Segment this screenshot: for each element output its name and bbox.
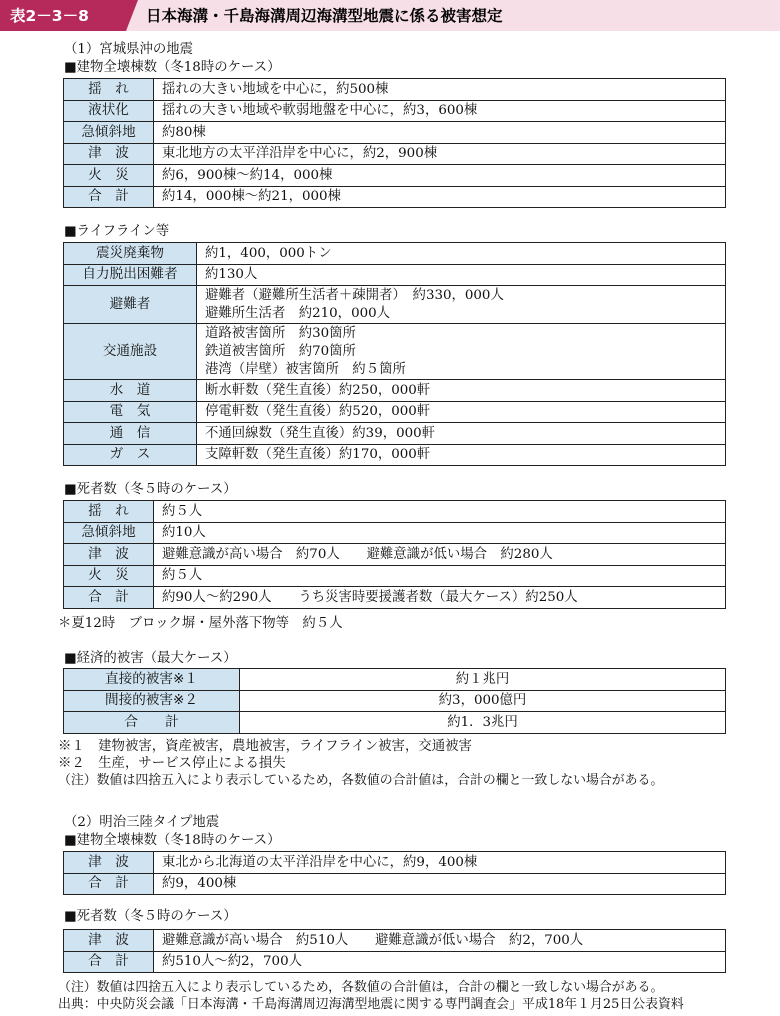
table-row	[64, 143, 726, 165]
row-label: 合 計	[64, 873, 154, 895]
row-value: 断水軒数（発生直後）約250，000軒	[197, 380, 726, 402]
table-row	[64, 324, 726, 380]
table-row	[64, 165, 726, 187]
s1-rounding-note: （注）数値は四捨五入により表示しているため，各数値の合計値は，合計の欄と一致しない場合がある。	[58, 773, 664, 788]
row-label: 震災廃棄物	[64, 243, 197, 265]
row-label: 合 計	[64, 587, 154, 609]
value-line: 港湾（岸壁）被害箇所 約５箇所	[205, 361, 406, 377]
table-row	[64, 444, 726, 466]
row-label: 火 災	[64, 565, 154, 587]
row-value: 約80棟	[154, 122, 726, 144]
table-row	[64, 286, 726, 324]
value-line: 避難所生活者 約210，000人	[205, 305, 391, 321]
page-title: 日本海溝・千島海溝周辺海溝型地震に係る被害想定	[146, 7, 503, 25]
row-value: 約10人	[154, 522, 726, 544]
table-row	[64, 522, 726, 544]
section1-title: （1）宮城県沖の地震	[64, 42, 194, 57]
value-line: 避難者（避難所生活者＋疎開者） 約330，000人	[205, 287, 504, 303]
row-value: 揺れの大きい地域を中心に，約500棟	[154, 79, 726, 101]
value-line: 道路被害箇所 約30箇所	[205, 325, 356, 341]
row-value: 約90人～約290人 うち災害時要援護者数（最大ケース）約250人	[154, 587, 726, 609]
row-value	[197, 324, 726, 380]
table-row	[64, 122, 726, 144]
row-value: 東北地方の太平洋沿岸を中心に，約2，900棟	[154, 143, 726, 165]
table-row	[64, 544, 726, 566]
row-value: 避難意識が高い場合 約510人 避難意識が低い場合 約2，700人	[154, 930, 726, 952]
row-value: 揺れの大きい地域や軟弱地盤を中心に，約3，600棟	[154, 100, 726, 122]
row-value: 約１兆円	[240, 669, 726, 691]
row-label: 揺 れ	[64, 79, 154, 101]
row-label: 急傾斜地	[64, 122, 154, 144]
row-value: 約５人	[154, 565, 726, 587]
row-label: 通 信	[64, 423, 197, 445]
table-row	[64, 852, 726, 874]
s1-deaths-note: ＊夏12時 ブロック塀・屋外落下物等 約５人	[58, 616, 343, 631]
row-label: 間接的被害※２	[64, 690, 240, 712]
table-row	[64, 264, 726, 286]
table-row	[64, 380, 726, 402]
row-label: 津 波	[64, 930, 154, 952]
row-value: 避難意識が高い場合 約70人 避難意識が低い場合 約280人	[154, 544, 726, 566]
s2-rounding-note: （注）数値は四捨五入により表示しているため，各数値の合計値は，合計の欄と一致しない場合がある。	[58, 980, 664, 995]
row-label: 津 波	[64, 852, 154, 874]
table-row	[64, 401, 726, 423]
table-header	[0, 0, 780, 31]
s1-economic-note: ※１ 建物被害，資産被害，農地被害，ライフライン被害，交通被害	[58, 739, 472, 754]
row-value: 支障軒数（発生直後）約170，000軒	[197, 444, 726, 466]
row-label: ガ ス	[64, 444, 197, 466]
table-row	[64, 243, 726, 265]
table-code: 表2－3－8	[10, 7, 89, 25]
row-label: 急傾斜地	[64, 522, 154, 544]
s2-buildings-table	[63, 851, 726, 895]
row-label: 津 波	[64, 544, 154, 566]
s1-economic-heading: ■経済的被害（最大ケース）	[64, 651, 237, 666]
s1-buildings-table	[63, 78, 726, 208]
row-value: 約9，400棟	[154, 873, 726, 895]
row-label: 水 道	[64, 380, 197, 402]
value-line: 鉄道被害箇所 約70箇所	[205, 343, 356, 359]
s1-lifeline-table	[63, 242, 726, 466]
s2-deaths-table	[63, 929, 726, 973]
s1-deaths-table	[63, 500, 726, 609]
table-row	[64, 79, 726, 101]
s1-deaths-heading: ■死者数（冬５時のケース）	[64, 482, 237, 497]
row-value: 約14，000棟～約21，000棟	[154, 186, 726, 208]
table-row	[64, 873, 726, 895]
row-label: 直接的被害※１	[64, 669, 240, 691]
row-value: 約５人	[154, 501, 726, 523]
row-value: 東北から北海道の太平洋沿岸を中心に，約9，400棟	[154, 852, 726, 874]
table-row	[64, 712, 726, 734]
table-row	[64, 501, 726, 523]
table-row	[64, 423, 726, 445]
table-row	[64, 100, 726, 122]
table-row	[64, 587, 726, 609]
row-label: 電 気	[64, 401, 197, 423]
table-row	[64, 690, 726, 712]
table-row	[64, 951, 726, 973]
row-value	[197, 286, 726, 324]
row-value: 不通回線数（発生直後）約39，000軒	[197, 423, 726, 445]
s1-buildings-heading: ■建物全壊棟数（冬18時のケース）	[64, 60, 281, 75]
row-value: 約1，400，000トン	[197, 243, 726, 265]
row-label: 避難者	[64, 286, 197, 324]
row-label: 火 災	[64, 165, 154, 187]
row-value: 停電軒数（発生直後）約520，000軒	[197, 401, 726, 423]
row-label: 合 計	[64, 186, 154, 208]
row-label: 揺 れ	[64, 501, 154, 523]
row-value: 約6，900棟～約14，000棟	[154, 165, 726, 187]
row-label: 交通施設	[64, 324, 197, 380]
s1-lifeline-heading: ■ライフライン等	[64, 224, 170, 239]
s2-buildings-heading: ■建物全壊棟数（冬18時のケース）	[64, 833, 281, 848]
table-row	[64, 186, 726, 208]
s1-economic-note: ※２ 生産，サービス停止による損失	[58, 756, 286, 771]
row-label: 自力脱出困難者	[64, 264, 197, 286]
row-value: 約3，000億円	[240, 690, 726, 712]
row-label: 合 計	[64, 951, 154, 973]
row-label: 合 計	[64, 712, 240, 734]
row-value: 約510人～約2，700人	[154, 951, 726, 973]
s2-deaths-heading: ■死者数（冬５時のケース）	[64, 909, 237, 924]
s1-economic-table	[63, 668, 726, 734]
section2-title: （2）明治三陸タイプ地震	[64, 815, 220, 830]
row-label: 津 波	[64, 143, 154, 165]
row-label: 液状化	[64, 100, 154, 122]
table-row	[64, 930, 726, 952]
row-value: 約1．3兆円	[240, 712, 726, 734]
source-note: 出典：中央防災会議「日本海溝・千島海溝周辺海溝型地震に関する専門調査会」平成18年１月25日公表資料	[58, 997, 684, 1012]
row-value: 約130人	[197, 264, 726, 286]
table-row	[64, 669, 726, 691]
table-row	[64, 565, 726, 587]
